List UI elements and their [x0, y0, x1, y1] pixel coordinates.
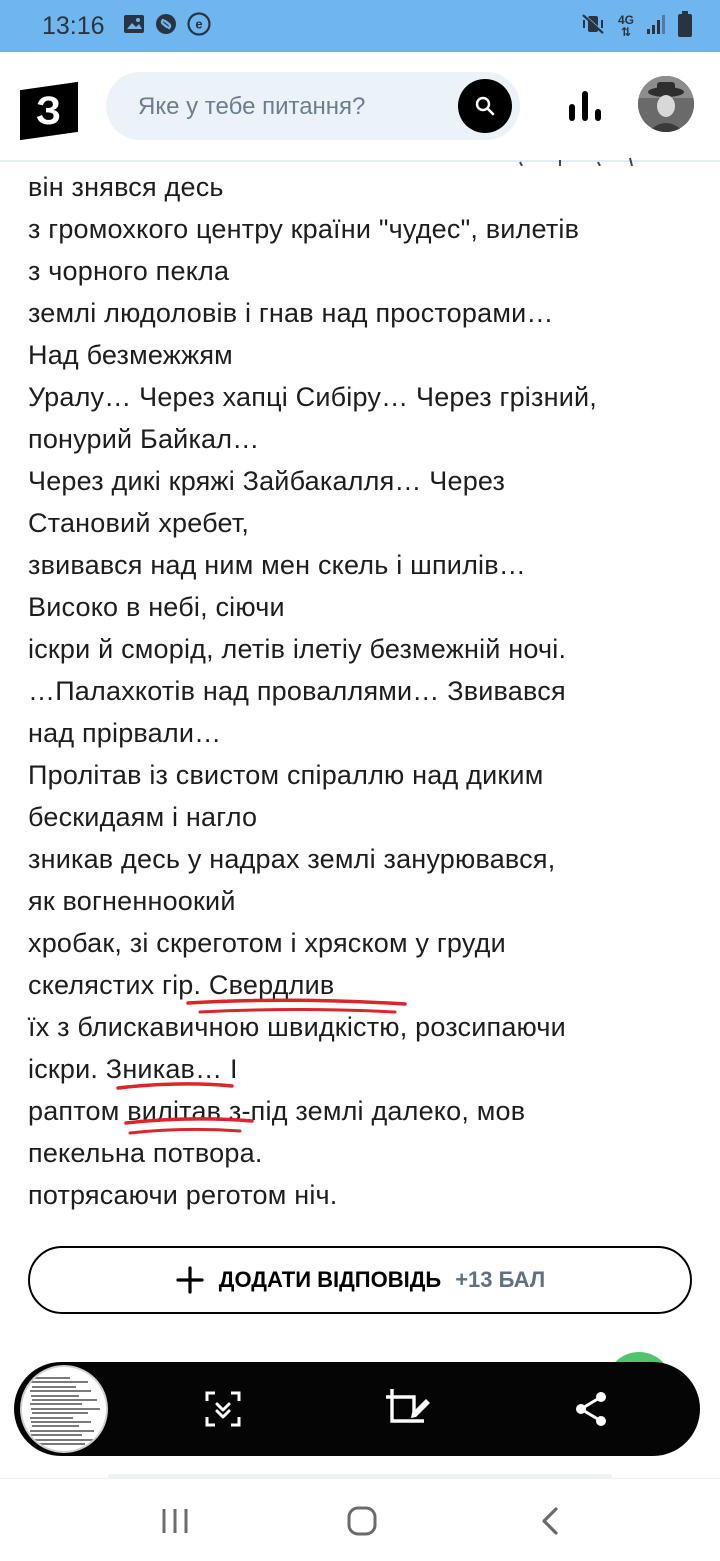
answer-line: землі людоловів і гнав над просторами…	[28, 298, 554, 328]
underline-svердлив	[188, 1000, 405, 1004]
answer-line: Становий хребет,	[28, 508, 250, 538]
answer-line: Через дикі кряжі Зайбакалля… Через	[28, 466, 506, 496]
plus-icon	[175, 1265, 205, 1295]
screenshot-thumbnail[interactable]	[20, 1365, 108, 1453]
thumbnail-text-line	[32, 1439, 100, 1441]
thumbnail-text-line	[32, 1399, 97, 1401]
thumbnail-text-line	[32, 1386, 76, 1388]
answer-line: раптом вилітав з-під землі далеко, мов	[28, 1096, 526, 1126]
underline-vylitav	[126, 1119, 252, 1123]
underline-znykav	[118, 1084, 232, 1088]
thumbnail-text-line	[30, 1403, 82, 1405]
underline-vylitav-2	[130, 1129, 240, 1133]
answer-line: потрясаючи реготом ніч.	[28, 1180, 338, 1210]
answer-line: бескидаям і нагло	[28, 802, 258, 832]
scroll-capture-icon	[203, 1389, 243, 1429]
system-nav-bar	[0, 1478, 720, 1561]
answer-line: іскри. Зникав… І	[28, 1054, 238, 1084]
data-arrows-icon: 4G ⇅	[617, 13, 634, 39]
thumbnail-text-line	[31, 1434, 82, 1436]
answer-line: …Палахкотів над проваллями… Звивався	[28, 676, 566, 706]
add-answer-button[interactable]	[28, 1246, 692, 1314]
answer-line: з чорного пекла	[28, 256, 230, 286]
recents-icon	[160, 1507, 190, 1535]
crop-edit-button[interactable]	[382, 1384, 432, 1434]
home-icon	[346, 1505, 378, 1537]
answer-line: з громохкого центру країни "чудес", вилетів	[28, 214, 580, 244]
answer-line: Уралу… Через хапці Сибіру… Через грізний,	[28, 382, 597, 412]
thumbnail-text-line	[31, 1381, 88, 1383]
network-type: 4G	[617, 13, 634, 27]
svg-text:e: e	[194, 16, 203, 31]
screenshot-toolbar	[14, 1362, 700, 1456]
answer-line: скелястих гір. Свердлив	[28, 970, 335, 1000]
thumbnail-text-line	[30, 1417, 73, 1419]
answer-line: хробак, зі скреготом і хряском у груди	[28, 928, 506, 958]
thumbnail-text-line	[30, 1430, 94, 1432]
thumbnail-text-line	[30, 1443, 85, 1445]
thumbnail-text-line	[31, 1395, 79, 1397]
recents-button[interactable]	[155, 1501, 195, 1541]
answer-line: зникав десь у надрах землі занурювався,	[28, 844, 556, 874]
scroll-capture-button[interactable]	[198, 1384, 248, 1434]
add-answer-points: +13 БАЛ	[455, 1267, 546, 1292]
back-icon	[538, 1506, 562, 1536]
answer-line: над прірвали…	[28, 718, 222, 748]
thumbnail-text-line	[32, 1412, 88, 1414]
answer-line: іскри й сморід, летів ілетіу безмежній ночі.	[28, 634, 567, 664]
thumbnail-text-line	[31, 1408, 100, 1410]
answer-line: Пролітав із свистом спіраллю над диким	[28, 760, 544, 790]
thumbnail-text-line	[31, 1421, 91, 1423]
answer-line: Високо в небі, сіючи	[28, 592, 285, 622]
thumbnail-text-line	[30, 1390, 91, 1392]
add-answer-label: ДОДАТИ ВІДПОВІДЬ	[218, 1267, 442, 1292]
crop-edit-icon	[384, 1387, 430, 1431]
answer-line: пекельна потвора.	[28, 1138, 263, 1168]
status-time: 13:16	[42, 11, 105, 40]
thumbnail-text-line	[30, 1377, 70, 1379]
logo-letter: З	[36, 88, 62, 133]
answer-line: понурий Байкал…	[28, 424, 260, 454]
answer-line: він знявся десь	[28, 172, 224, 202]
back-button[interactable]	[530, 1501, 570, 1541]
answer-line: як вогненноокий	[28, 886, 236, 916]
thumbnail-text-line	[32, 1425, 79, 1427]
answer-line: звивався над ним мен скель і шпилів…	[28, 550, 526, 580]
underline-sverdlyv-2	[200, 1010, 395, 1013]
answer-line: Над безмежжям	[28, 340, 233, 370]
share-icon	[574, 1391, 608, 1427]
answer-line: їх з блискавичною швидкістю, розсипаючи	[28, 1012, 566, 1042]
home-button[interactable]	[342, 1501, 382, 1541]
share-button[interactable]	[566, 1384, 616, 1434]
